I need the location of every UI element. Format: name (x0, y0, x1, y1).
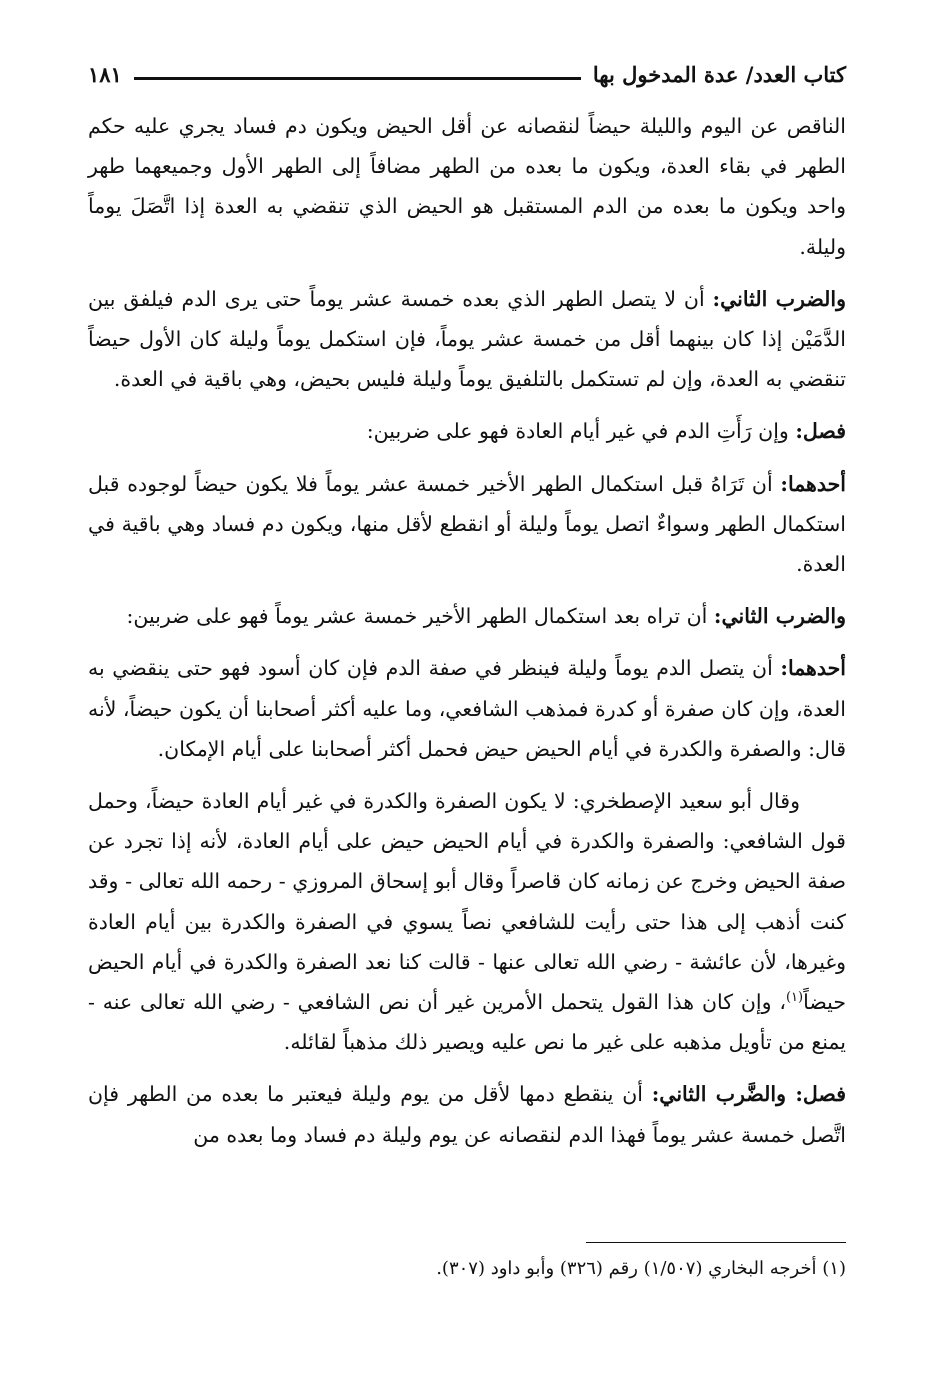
paragraph-text: أن ينقطع دمها لأقل من يوم وليلة فيعتبر ما بعده من الطهر فإن اتَّصل خمسة عشر يوماً فهذا الدم لنقصانه عن يوم وليلة دم فساد وما بعده من (88, 1082, 846, 1147)
paragraph-text: أن يتصل الدم يوماً وليلة فينظر في صفة الدم فإن كان أسود فهو حتى ينقضي به العدة، وإن كان صفرة أو كدرة فمذهب الشافعي، وما عليه أكثر أصحابنا أن يكون حيضاً، لأنه قال: والصفرة والكدرة في أيام الحيض حيض فحمل أكثر أصحابنا على أيام الإمكان. (88, 656, 846, 761)
main-text (88, 106, 846, 1155)
paragraph (88, 464, 846, 585)
paragraph (88, 411, 846, 451)
paragraph-text: وقال أبو سعيد الإصطخري: لا يكون الصفرة والكدرة في غير أيام العادة حيضاً، وحمل قول الشافعي: والصفرة والكدرة في أيام الحيض حيض على أيام العادة، لأنه إذا تجرد عن صفة الحيض وخرج عن زمانه كان قاصراً وقال أبو إسحاق المروزي - رحمه الله تعالى - وقد كنت أذهب إلى هذا حتى رأيت للشافعي نصاً يسوي في الصفرة والكدرة بين أيام العادة وغيرها، لأن عائشة - رضي الله تعالى عنها - قالت كنا نعد الصفرة والكدرة في أيام الحيض حيضاً (88, 789, 846, 1015)
paragraph-text: الناقص عن اليوم والليلة حيضاً لنقصانه عن أقل الحيض ويكون دم فساد يجري عليه حكم الطهر في بقاء العدة، ويكون ما بعده من الطهر مضافاً إلى الطهر الأول وجميعهما طهر واحد ويكون ما بعده من الدم المستقبل هو الحيض الذي تنقضي به العدة إذا اتَّصَلَ يوماً وليلة. (88, 114, 846, 259)
footnote: (١) أخرجه البخاري (١/٥٠٧) رقم (٣٢٦) وأبو داود (٣٠٧). (436, 1258, 846, 1279)
running-header (88, 54, 846, 94)
paragraph-text: أن تَرَاهُ قبل استكمال الطهر الأخير خمسة عشر يوماً فلا يكون حيضاً لوجوده قبل استكمال الطهر وسواءٌ اتصل يوماً وليلة أو انقطع لأقل منها، ويكون دم فساد وهي باقية في العدة. (88, 471, 846, 577)
paragraph-lead: أحدهما: (780, 471, 846, 496)
paragraph-text-continued: ، وإن كان هذا القول يتحمل الأمرين غير أن نص الشافعي - رضي الله تعالى عنه - يمنع من تأويل مذهبه على غير ما نص عليه ويصير ذلك مذهباً لقائله. (88, 990, 846, 1055)
paragraph (88, 781, 846, 1062)
paragraph-lead: أحدهما: (780, 656, 846, 681)
paragraph-lead: والضرب الثاني: (713, 604, 846, 629)
footnote-rule (586, 1242, 846, 1243)
paragraph (88, 1074, 846, 1154)
paragraph-text: أن تراه بعد استكمال الطهر الأخير خمسة عشر يوماً فهو على ضربين: (126, 604, 714, 629)
paragraph (88, 596, 846, 636)
paragraph-lead: فصل: والضَّرب الثاني: (651, 1082, 846, 1107)
page-number: ١٨١ (88, 61, 122, 87)
paragraph-text: أن لا يتصل الطهر الذي بعده خمسة عشر يوماً حتى يرى الدم فيلفق بين الدَّمَيْن إذا كان بينهما أقل من خمسة عشر يوماً، فإن استكمل يوماً وليلة كان الأول حيضاً تنقضي به العدة، وإن لم تستكمل بالتلفيق يوماً وليلة فليس بحيض، وهي باقية في العدة. (88, 286, 846, 392)
book-page (88, 54, 846, 1279)
paragraph-text: وإن رَأَتِ الدم في غير أيام العادة فهو على ضربين: (366, 419, 796, 444)
paragraph-lead: والضرب الثاني: (712, 286, 846, 311)
paragraph-lead: فصل: (795, 419, 846, 444)
footnote-reference[interactable]: (١) (785, 990, 804, 1006)
header-rule (134, 77, 581, 80)
header-title: كتاب العدد/ عدة المدخول بها (592, 61, 846, 87)
paragraph (88, 279, 846, 400)
paragraph (88, 648, 846, 769)
paragraph (88, 106, 846, 267)
